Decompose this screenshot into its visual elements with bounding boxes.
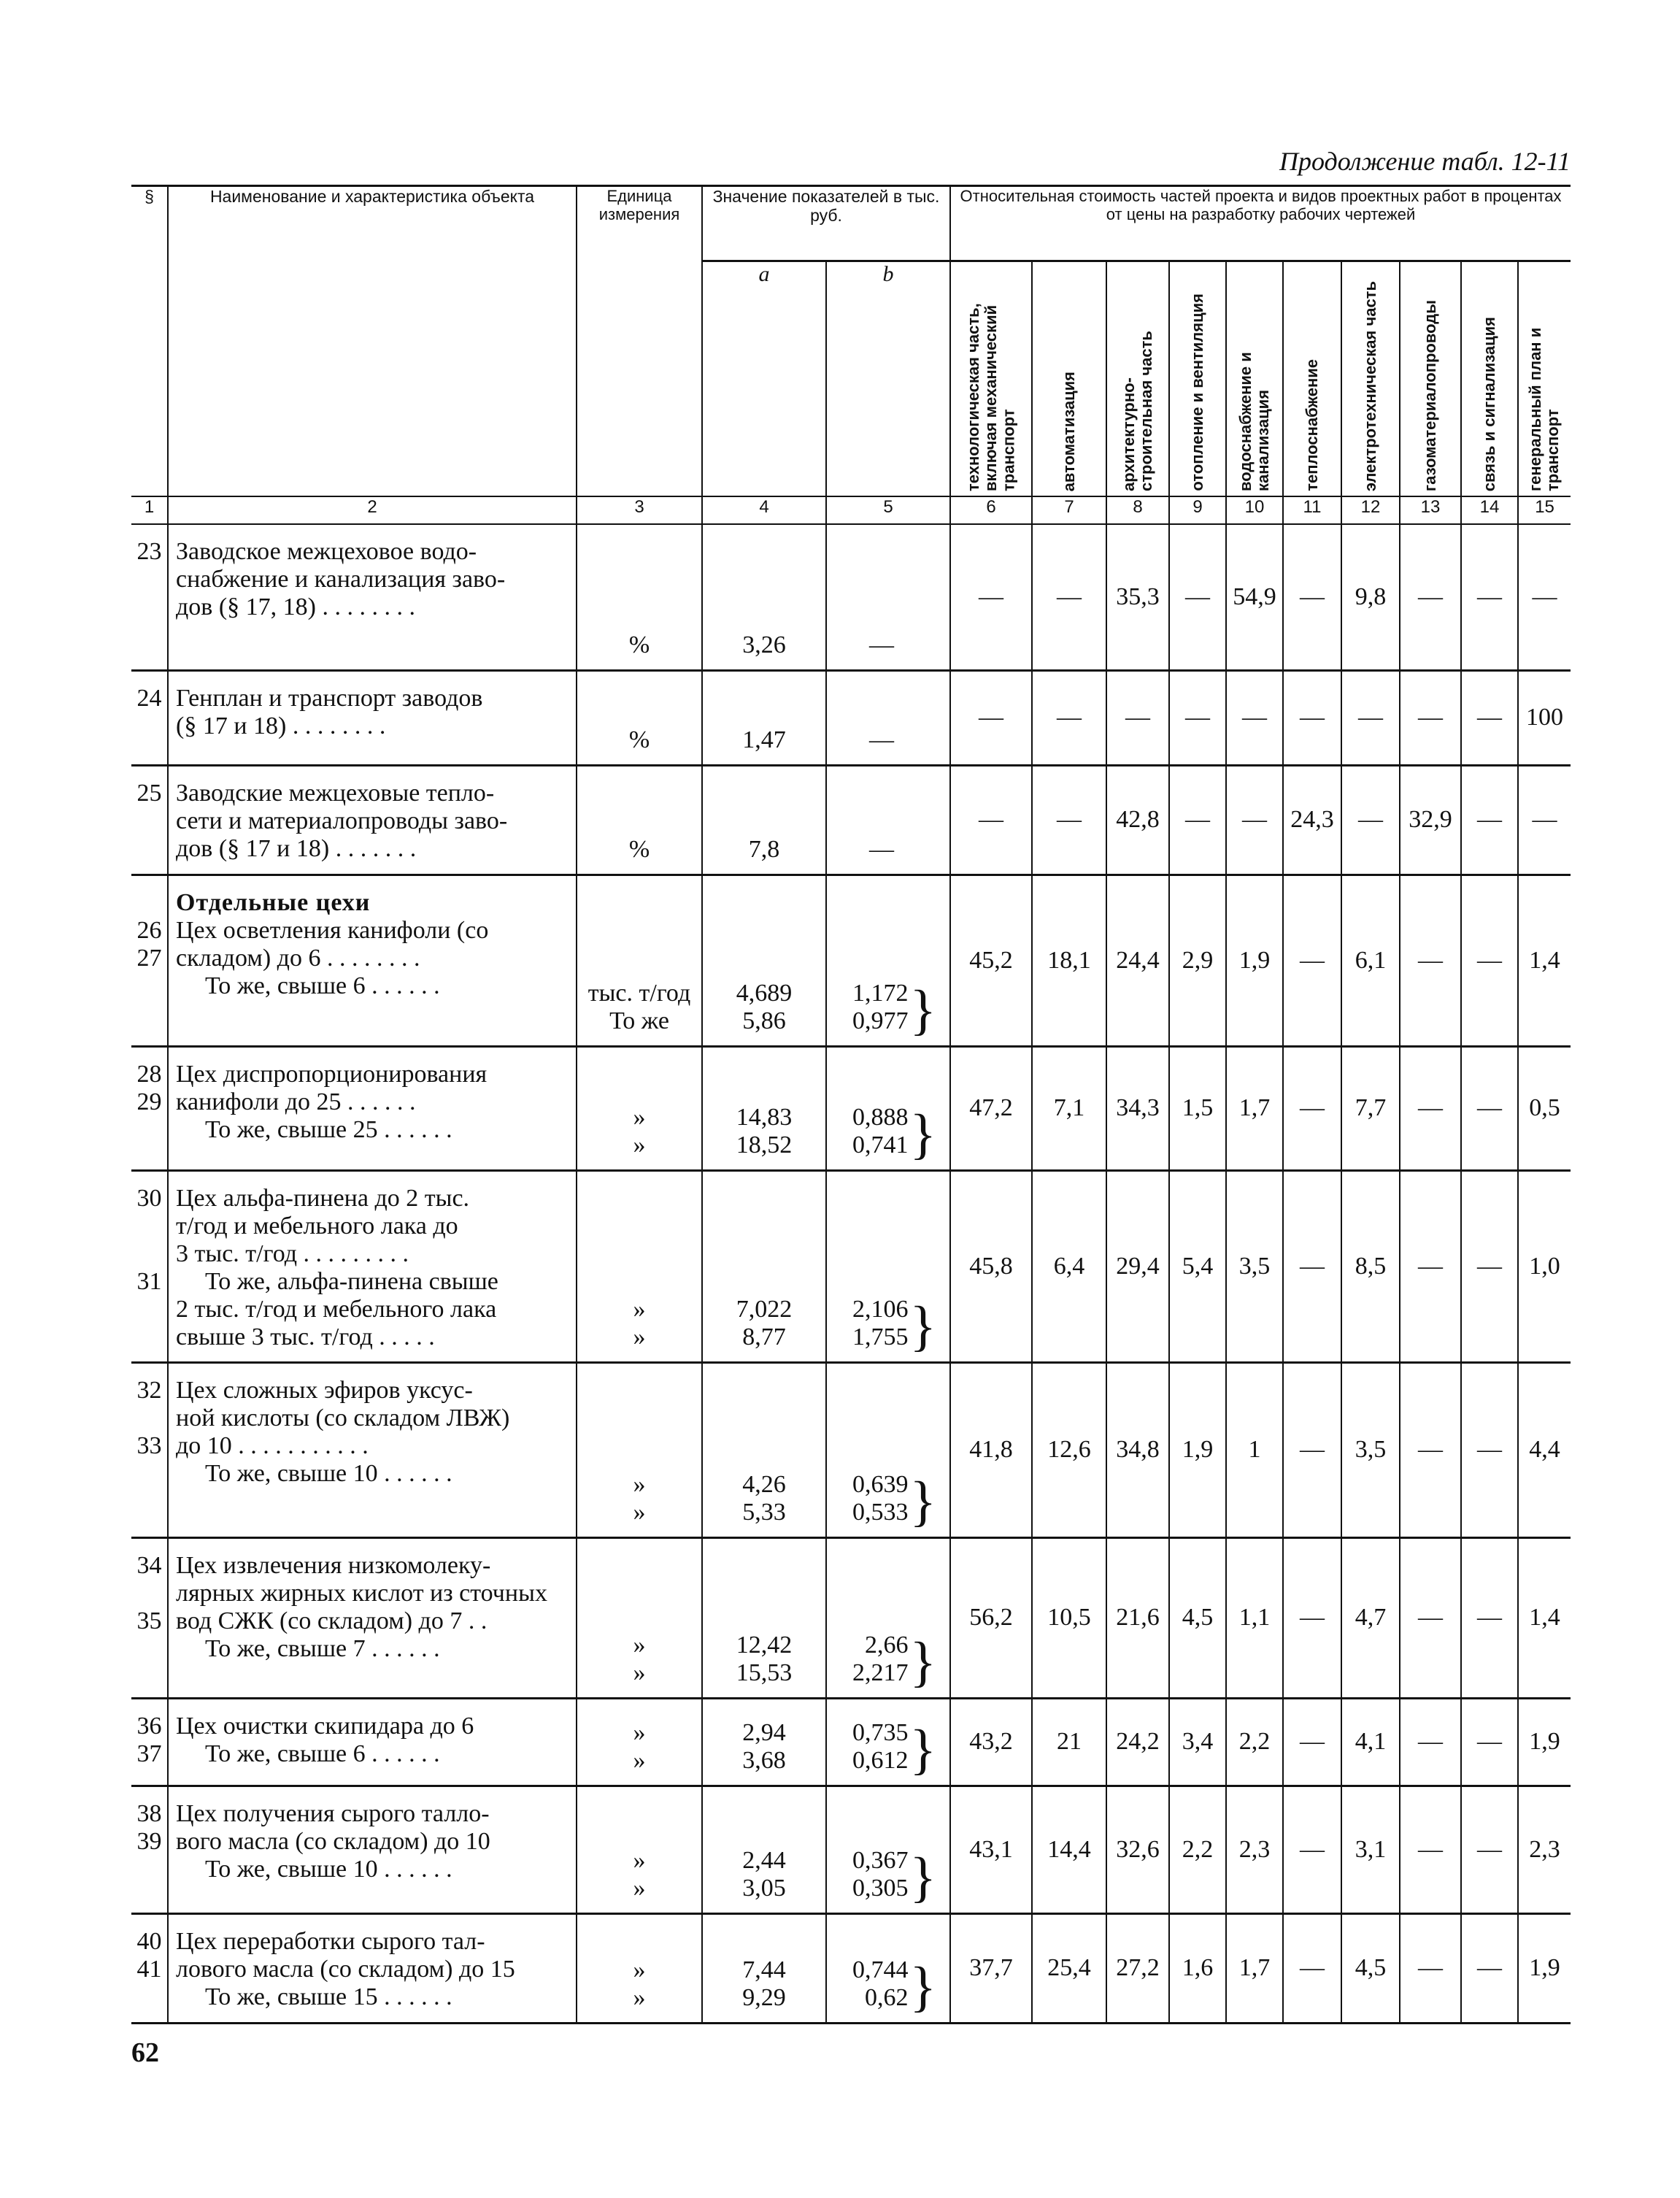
cost-percent: 1,4 [1518, 875, 1571, 1046]
header-col-14: связь и сигнализация [1461, 261, 1518, 497]
unit-cell: » » [577, 1786, 702, 1913]
cost-percent: 1,7 [1226, 1046, 1283, 1170]
value-b: 0,367 0,305 } [826, 1786, 950, 1913]
section-number: 32 33 [131, 1362, 168, 1537]
section-number: 24 [131, 670, 168, 765]
cost-percent: — [1461, 1786, 1518, 1913]
header-b: b [826, 261, 950, 497]
cost-percent: 43,1 [950, 1786, 1032, 1913]
table-row [131, 524, 1571, 670]
header-col-13: газоматериалопроводы [1400, 261, 1461, 497]
cost-percent: 1,9 [1518, 1698, 1571, 1786]
column-number: 1 [131, 496, 168, 524]
object-name: Цех извлечения низкомолеку- лярных жирных кислот из сточных вод СЖК (со складом) до 7 . . То же, свыше 7 . . . . . . [168, 1537, 577, 1698]
cost-percent: 6,1 [1341, 875, 1400, 1046]
cost-percent: — [1283, 875, 1341, 1046]
section-number: 38 39 [131, 1786, 168, 1913]
value-b: 2,66 2,217 } [826, 1537, 950, 1698]
cost-percent: — [950, 765, 1032, 875]
cost-percent: 34,8 [1106, 1362, 1169, 1537]
cost-percent: — [1461, 1537, 1518, 1698]
unit-cell: » » [577, 1170, 702, 1362]
object-name: Цех переработки сырого тал- лового масла (со складом) до 15 То же, свыше 15 . . . . . . [168, 1913, 577, 2023]
cost-percent: — [1341, 670, 1400, 765]
cost-percent: 24,4 [1106, 875, 1169, 1046]
cost-percent: 41,8 [950, 1362, 1032, 1537]
cost-percent: — [1461, 524, 1518, 670]
cost-percent: 56,2 [950, 1537, 1032, 1698]
section-number: 36 37 [131, 1698, 168, 1786]
brace-mark: } [909, 1631, 937, 1693]
cost-percent: 3,4 [1169, 1698, 1226, 1786]
value-b: 2,106 1,755 } [826, 1170, 950, 1362]
table-row [131, 1537, 1571, 1698]
header-col-8: архитектурно-строительная часть [1106, 261, 1169, 497]
page-number: 62 [131, 2037, 159, 2068]
value-a: 2,44 3,05 [702, 1786, 826, 1913]
cost-percent: 45,2 [950, 875, 1032, 1046]
header-values-group: Значение показателей в тыс. руб. [702, 186, 950, 261]
column-number: 8 [1106, 496, 1169, 524]
cost-percent: — [1400, 1913, 1461, 2023]
cost-percent: — [1400, 1698, 1461, 1786]
object-name: Заводские межцеховые тепло- сети и материалопроводы заво- дов (§ 17 и 18) . . . . . . . [168, 765, 577, 875]
cost-percent: — [1461, 670, 1518, 765]
cost-percent: — [1461, 1170, 1518, 1362]
value-a: 14,83 18,52 [702, 1046, 826, 1170]
cost-percent: — [1461, 1046, 1518, 1170]
brace-mark: } [909, 1846, 937, 1908]
cost-percent: 42,8 [1106, 765, 1169, 875]
section-number: 23 [131, 524, 168, 670]
unit-cell: » » [577, 1698, 702, 1786]
value-a: 12,42 15,53 [702, 1537, 826, 1698]
value-b: 0,888 0,741 } [826, 1046, 950, 1170]
cost-percent: 7,7 [1341, 1046, 1400, 1170]
header-col-15: генеральный план и транспорт [1518, 261, 1571, 497]
brace-mark: } [909, 1956, 937, 2018]
cost-percent: — [1461, 1698, 1518, 1786]
section-number: 30 31 [131, 1170, 168, 1362]
cost-percent: 32,6 [1106, 1786, 1169, 1913]
cost-percent: — [1341, 765, 1400, 875]
cost-percent: 1,5 [1169, 1046, 1226, 1170]
header-col-12: электротехническая часть [1341, 261, 1400, 497]
cost-table [131, 185, 1571, 2024]
cost-percent: 43,2 [950, 1698, 1032, 1786]
table-row [131, 1913, 1571, 2023]
cost-percent: 4,5 [1341, 1913, 1400, 2023]
column-number: 9 [1169, 496, 1226, 524]
cost-percent: — [1032, 524, 1106, 670]
cost-percent: — [1283, 1698, 1341, 1786]
cost-percent: 100 [1518, 670, 1571, 765]
object-name: Цех альфа-пинена до 2 тыс. т/год и мебельного лака до 3 тыс. т/год . . . . . . . . . То же, альфа-пинена свыше 2 тыс. т/год и мебельного лака свыше 3 тыс. т/год . . . . . [168, 1170, 577, 1362]
value-a: 4,689 5,86 [702, 875, 826, 1046]
cost-percent: 24,3 [1283, 765, 1341, 875]
table-row [131, 1046, 1571, 1170]
cost-percent: — [1169, 524, 1226, 670]
table-row [131, 1786, 1571, 1913]
cost-percent: 1,9 [1169, 1362, 1226, 1537]
cost-percent: 2,9 [1169, 875, 1226, 1046]
cost-percent: 32,9 [1400, 765, 1461, 875]
section-number: 34 35 [131, 1537, 168, 1698]
cost-percent: — [1400, 1537, 1461, 1698]
cost-percent: 3,1 [1341, 1786, 1400, 1913]
object-name: Цех очистки скипидара до 6 То же, свыше 6 . . . . . . [168, 1698, 577, 1786]
value-a: 4,26 5,33 [702, 1362, 826, 1537]
cost-percent: — [1226, 670, 1283, 765]
cost-percent: 24,2 [1106, 1698, 1169, 1786]
cost-percent: 5,4 [1169, 1170, 1226, 1362]
object-name: Цех сложных эфиров уксус- ной кислоты (со складом ЛВЖ) до 10 . . . . . . . . . . . То же, свыше 10 . . . . . . [168, 1362, 577, 1537]
brace-mark: } [909, 1470, 937, 1532]
column-number: 2 [168, 496, 577, 524]
cost-percent: 1,4 [1518, 1537, 1571, 1698]
cost-percent: — [1283, 1537, 1341, 1698]
cost-percent: 54,9 [1226, 524, 1283, 670]
unit-cell: % [577, 765, 702, 875]
cost-percent: 1,7 [1226, 1913, 1283, 2023]
cost-percent: — [1400, 1362, 1461, 1537]
value-a: 7,8 [702, 765, 826, 875]
brace-mark: } [909, 979, 937, 1041]
value-a: 7,022 8,77 [702, 1170, 826, 1362]
value-b: — [826, 524, 950, 670]
cost-percent: — [1461, 875, 1518, 1046]
table-row [131, 670, 1571, 765]
table-row [131, 1698, 1571, 1786]
column-number: 14 [1461, 496, 1518, 524]
unit-cell: % [577, 670, 702, 765]
cost-percent: 37,7 [950, 1913, 1032, 2023]
cost-percent: — [1106, 670, 1169, 765]
value-b: 0,639 0,533 } [826, 1362, 950, 1537]
column-number: 10 [1226, 496, 1283, 524]
cost-percent: — [1283, 1913, 1341, 2023]
cost-percent: 47,2 [950, 1046, 1032, 1170]
unit-cell: » » [577, 1913, 702, 2023]
header-unit: Единица измерения [577, 186, 702, 497]
section-number: 28 29 [131, 1046, 168, 1170]
unit-cell: » » [577, 1537, 702, 1698]
cost-percent: 7,1 [1032, 1046, 1106, 1170]
header-col-9: отопление и вентиляция [1169, 261, 1226, 497]
cost-percent: — [1400, 670, 1461, 765]
header-col-6: технологическая часть, включая механический транспорт [950, 261, 1032, 497]
unit-cell: » » [577, 1362, 702, 1537]
column-number: 11 [1283, 496, 1341, 524]
cost-percent: — [1518, 524, 1571, 670]
section-number: 40 41 [131, 1913, 168, 2023]
column-number: 12 [1341, 496, 1400, 524]
cost-percent: 2,2 [1226, 1698, 1283, 1786]
table-caption: Продолжение табл. 12-11 [1279, 147, 1571, 176]
header-a: a [702, 261, 826, 497]
cost-percent: 21 [1032, 1698, 1106, 1786]
section-number: 25 [131, 765, 168, 875]
cost-percent: 35,3 [1106, 524, 1169, 670]
cost-percent: 4,5 [1169, 1537, 1226, 1698]
brace-mark: } [909, 1718, 937, 1780]
cost-percent: 1,6 [1169, 1913, 1226, 2023]
cost-percent: 9,8 [1341, 524, 1400, 670]
cost-percent: 8,5 [1341, 1170, 1400, 1362]
table-row [131, 1170, 1571, 1362]
section-number: 26 27 [131, 875, 168, 1046]
cost-percent: 34,3 [1106, 1046, 1169, 1170]
cost-percent: 25,4 [1032, 1913, 1106, 2023]
cost-percent: 21,6 [1106, 1537, 1169, 1698]
cost-percent: — [1283, 1786, 1341, 1913]
cost-percent: — [1400, 1046, 1461, 1170]
unit-cell: » » [577, 1046, 702, 1170]
object-name: Генплан и транспорт заводов (§ 17 и 18) . . . . . . . . [168, 670, 577, 765]
object-name: Отдельные цехи Цех осветления канифоли (со складом) до 6 . . . . . . . . То же, свыше 6 . . . . . . [168, 875, 577, 1046]
cost-percent: 1,9 [1226, 875, 1283, 1046]
cost-percent: 1,9 [1518, 1913, 1571, 2023]
cost-percent: — [1169, 670, 1226, 765]
header-col-7: автоматизация [1032, 261, 1106, 497]
column-number: 6 [950, 496, 1032, 524]
cost-percent: 1 [1226, 1362, 1283, 1537]
value-a: 3,26 [702, 524, 826, 670]
header-costs-group: Относительная стоимость частей проекта и видов проектных работ в процентах от цены на разработку рабочих чертежей [950, 186, 1571, 261]
cost-percent: 3,5 [1341, 1362, 1400, 1537]
cost-percent: 2,3 [1518, 1786, 1571, 1913]
cost-percent: 2,2 [1169, 1786, 1226, 1913]
cost-percent: — [1518, 765, 1571, 875]
unit-cell: тыс. т/год То же [577, 875, 702, 1046]
value-a: 2,94 3,68 [702, 1698, 826, 1786]
object-name: Цех получения сырого талло- вого масла (со складом) до 10 То же, свыше 10 . . . . . . [168, 1786, 577, 1913]
cost-percent: — [1461, 765, 1518, 875]
value-a: 7,44 9,29 [702, 1913, 826, 2023]
cost-percent: — [1283, 524, 1341, 670]
cost-percent: — [1400, 1170, 1461, 1362]
cost-percent: 10,5 [1032, 1537, 1106, 1698]
cost-percent: 2,3 [1226, 1786, 1283, 1913]
cost-percent: 1,1 [1226, 1537, 1283, 1698]
column-number: 5 [826, 496, 950, 524]
column-number: 4 [702, 496, 826, 524]
table-row [131, 1362, 1571, 1537]
cost-percent: 4,7 [1341, 1537, 1400, 1698]
cost-percent: 6,4 [1032, 1170, 1106, 1362]
brace-mark: } [909, 1103, 937, 1165]
cost-percent: — [950, 524, 1032, 670]
cost-percent: 27,2 [1106, 1913, 1169, 2023]
value-b: 0,735 0,612 } [826, 1698, 950, 1786]
value-b: — [826, 765, 950, 875]
value-a: 1,47 [702, 670, 826, 765]
cost-percent: 4,1 [1341, 1698, 1400, 1786]
brace-mark: } [909, 1295, 937, 1357]
cost-percent: 29,4 [1106, 1170, 1169, 1362]
cost-percent: 0,5 [1518, 1046, 1571, 1170]
unit-cell: % [577, 524, 702, 670]
cost-percent: — [1283, 1170, 1341, 1362]
cost-percent: 18,1 [1032, 875, 1106, 1046]
cost-percent: — [1400, 875, 1461, 1046]
cost-percent: — [1032, 765, 1106, 875]
column-number: 15 [1518, 496, 1571, 524]
cost-percent: — [950, 670, 1032, 765]
subheading: Отдельные цехи [176, 888, 371, 916]
cost-percent: 1,0 [1518, 1170, 1571, 1362]
cost-percent: — [1283, 1046, 1341, 1170]
value-b: 0,744 0,62 } [826, 1913, 950, 2023]
cost-percent: — [1032, 670, 1106, 765]
cost-percent: 45,8 [950, 1170, 1032, 1362]
header-section: § [131, 186, 168, 497]
table-row [131, 875, 1571, 1046]
column-number: 3 [577, 496, 702, 524]
cost-percent: — [1400, 1786, 1461, 1913]
header-col-11: теплоснабжение [1283, 261, 1341, 497]
cost-percent: — [1283, 670, 1341, 765]
column-number: 7 [1032, 496, 1106, 524]
cost-percent: — [1461, 1362, 1518, 1537]
header-col-10: водоснабжение и канализация [1226, 261, 1283, 497]
cost-percent: 3,5 [1226, 1170, 1283, 1362]
cost-percent: — [1283, 1362, 1341, 1537]
header-name: Наименование и характеристика объекта [168, 186, 577, 497]
cost-percent: — [1400, 524, 1461, 670]
table-row [131, 765, 1571, 875]
cost-percent: 4,4 [1518, 1362, 1571, 1537]
cost-percent: 14,4 [1032, 1786, 1106, 1913]
object-name: Заводское межцеховое водо- снабжение и канализация заво- дов (§ 17, 18) . . . . . . . . [168, 524, 577, 670]
cost-percent: 12,6 [1032, 1362, 1106, 1537]
column-number: 13 [1400, 496, 1461, 524]
value-b: 1,172 0,977 } [826, 875, 950, 1046]
cost-percent: — [1169, 765, 1226, 875]
cost-percent: — [1226, 765, 1283, 875]
object-name: Цех диспропорционирования канифоли до 25 . . . . . . То же, свыше 25 . . . . . . [168, 1046, 577, 1170]
cost-percent: — [1461, 1913, 1518, 2023]
value-b: — [826, 670, 950, 765]
